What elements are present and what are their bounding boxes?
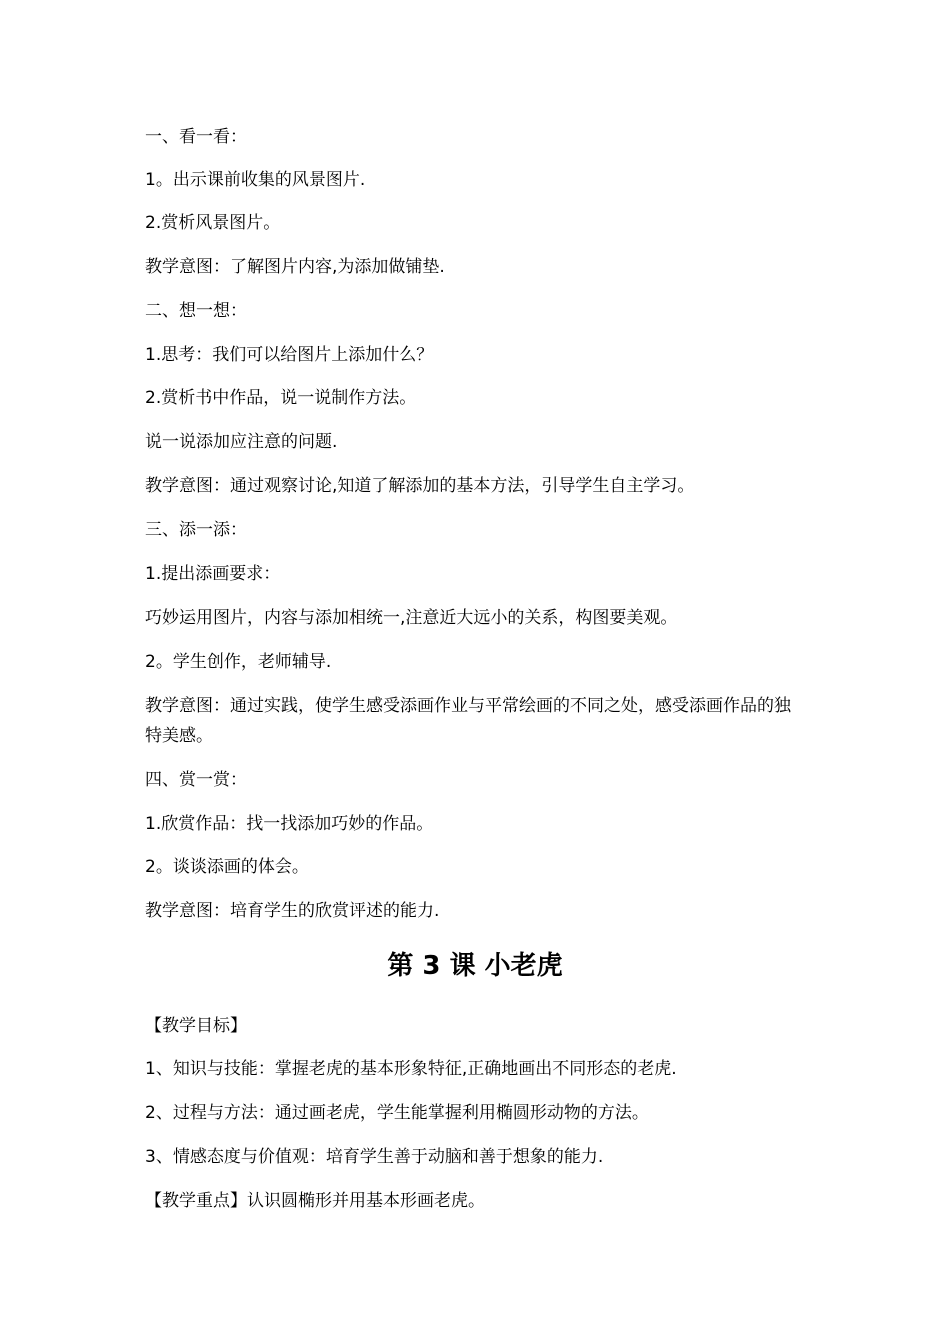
paragraph: 2.赏析风景图片。 [145,213,281,233]
lesson-title: 第 3 课 小老虎 [387,951,563,981]
paragraph: 教学意图：通过观察讨论,知道了解添加的基本方法，引导学生自主学习。 [145,476,695,496]
paragraph: 1.欣赏作品：找一找添加巧妙的作品。 [145,814,434,834]
paragraph: 1、知识与技能：掌握老虎的基本形象特征,正确地画出不同形态的老虎. [145,1059,677,1079]
paragraph: 1.提出添画要求： [145,564,281,584]
paragraph: 说一说添加应注意的问题. [145,432,338,452]
paragraph: 2。谈谈添画的体会。 [145,857,309,877]
paragraph: 1。出示课前收集的风景图片. [145,170,366,190]
paragraph: 1.思考：我们可以给图片上添加什么？ [145,345,434,365]
paragraph: 巧妙运用图片，内容与添加相统一,注意近大远小的关系，构图要美观。 [145,608,678,628]
paragraph: 教学意图：培育学生的欣赏评述的能力. [145,901,440,921]
paragraph: 3、情感态度与价值观：培育学生善于动脑和善于想象的能力. [145,1147,604,1167]
teaching-focus: 【教学重点】认识圆椭形并用基本形画老虎。 [145,1191,485,1211]
paragraph: 教学意图：了解图片内容,为添加做铺垫. [145,257,445,277]
paragraph: 教学意图：通过实践，使学生感受添画作业与平常绘画的不同之处，感受添画作品的独特美感。 [145,696,791,746]
heading-appreciate: 四、赏一赏： [145,770,247,790]
heading-add: 三、添一添： [145,520,247,540]
teaching-goals-heading: 【教学目标】 [145,1016,247,1036]
paragraph: 2、过程与方法：通过画老虎，学生能掌握利用椭圆形动物的方法。 [145,1103,649,1123]
heading-look: 一、看一看： [145,127,247,147]
heading-think: 二、想一想： [145,301,247,321]
paragraph: 2。学生创作，老师辅导. [145,652,332,672]
paragraph: 2.赏析书中作品，说一说制作方法。 [145,388,417,408]
